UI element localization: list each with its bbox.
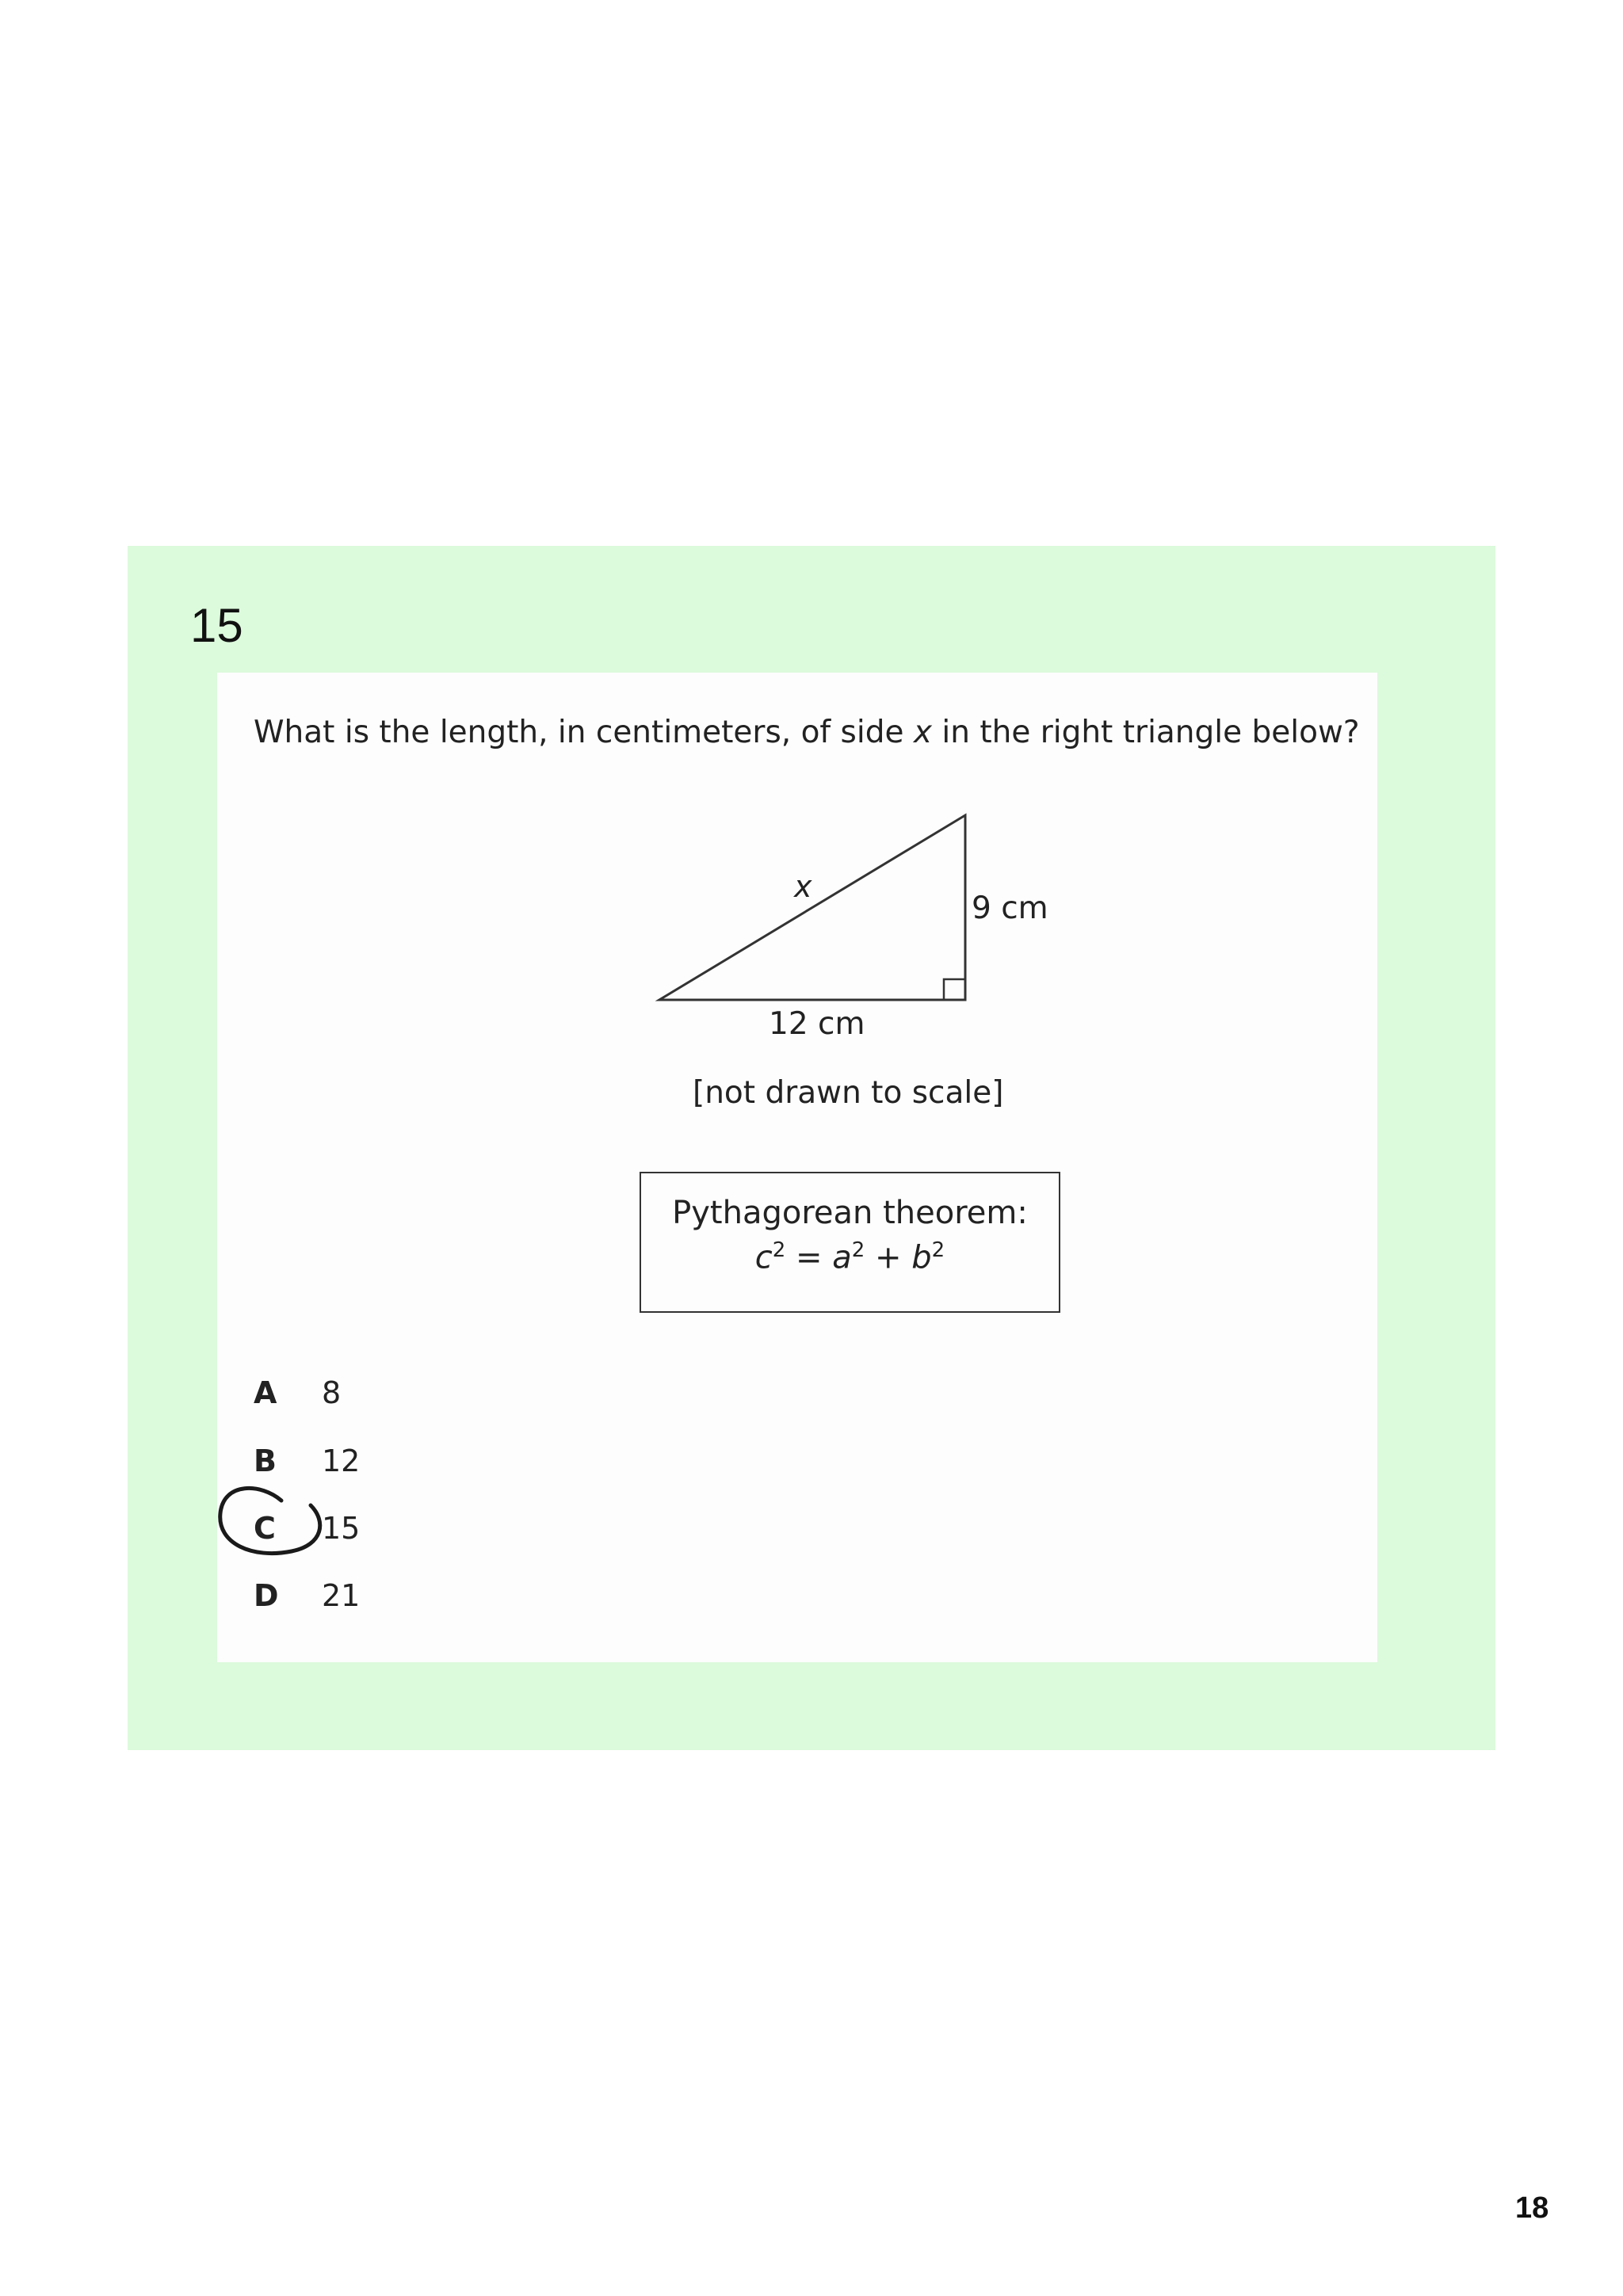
choice-value: 8: [322, 1375, 342, 1410]
choice-b[interactable]: [254, 1446, 360, 1476]
scale-note: [not drawn to scale]: [693, 1075, 1004, 1111]
choice-c[interactable]: [254, 1511, 361, 1546]
page-number: 18: [1515, 2191, 1549, 2225]
formula-exponent: 2: [851, 1238, 865, 1262]
formula-b: b: [911, 1239, 932, 1276]
choice-value: 15: [322, 1511, 361, 1546]
right-triangle: [659, 815, 965, 1000]
formula-title: Pythagorean theorem:: [672, 1195, 1028, 1231]
formula-equation: [641, 1238, 1059, 1276]
choice-letter: A: [254, 1375, 277, 1410]
question-number: 15: [190, 599, 243, 652]
hypotenuse-label: x: [794, 869, 812, 904]
formula-plus: +: [875, 1239, 902, 1276]
formula-equals: =: [796, 1239, 823, 1276]
formula-a: a: [832, 1239, 852, 1276]
choice-letter: D: [254, 1578, 279, 1613]
formula-exponent: 2: [772, 1238, 786, 1262]
choice-value: 12: [322, 1444, 361, 1478]
base-label: 12 cm: [769, 1006, 865, 1042]
formula-exponent: 2: [931, 1238, 945, 1262]
choice-a[interactable]: [254, 1375, 342, 1410]
vertical-side-label: 9 cm: [972, 891, 1048, 926]
choice-letter: C: [254, 1511, 276, 1546]
choice-d[interactable]: [254, 1578, 361, 1613]
choice-letter: B: [254, 1444, 277, 1478]
prompt-text-after: in the right triangle below?: [931, 715, 1360, 750]
prompt-variable: x: [913, 715, 932, 750]
choice-value: 21: [322, 1578, 361, 1613]
formula-box: [640, 1172, 1060, 1313]
right-angle-marker: [944, 979, 965, 1000]
prompt-text-before: What is the length, in centimeters, of side: [254, 715, 914, 750]
formula-c: c: [754, 1239, 773, 1276]
